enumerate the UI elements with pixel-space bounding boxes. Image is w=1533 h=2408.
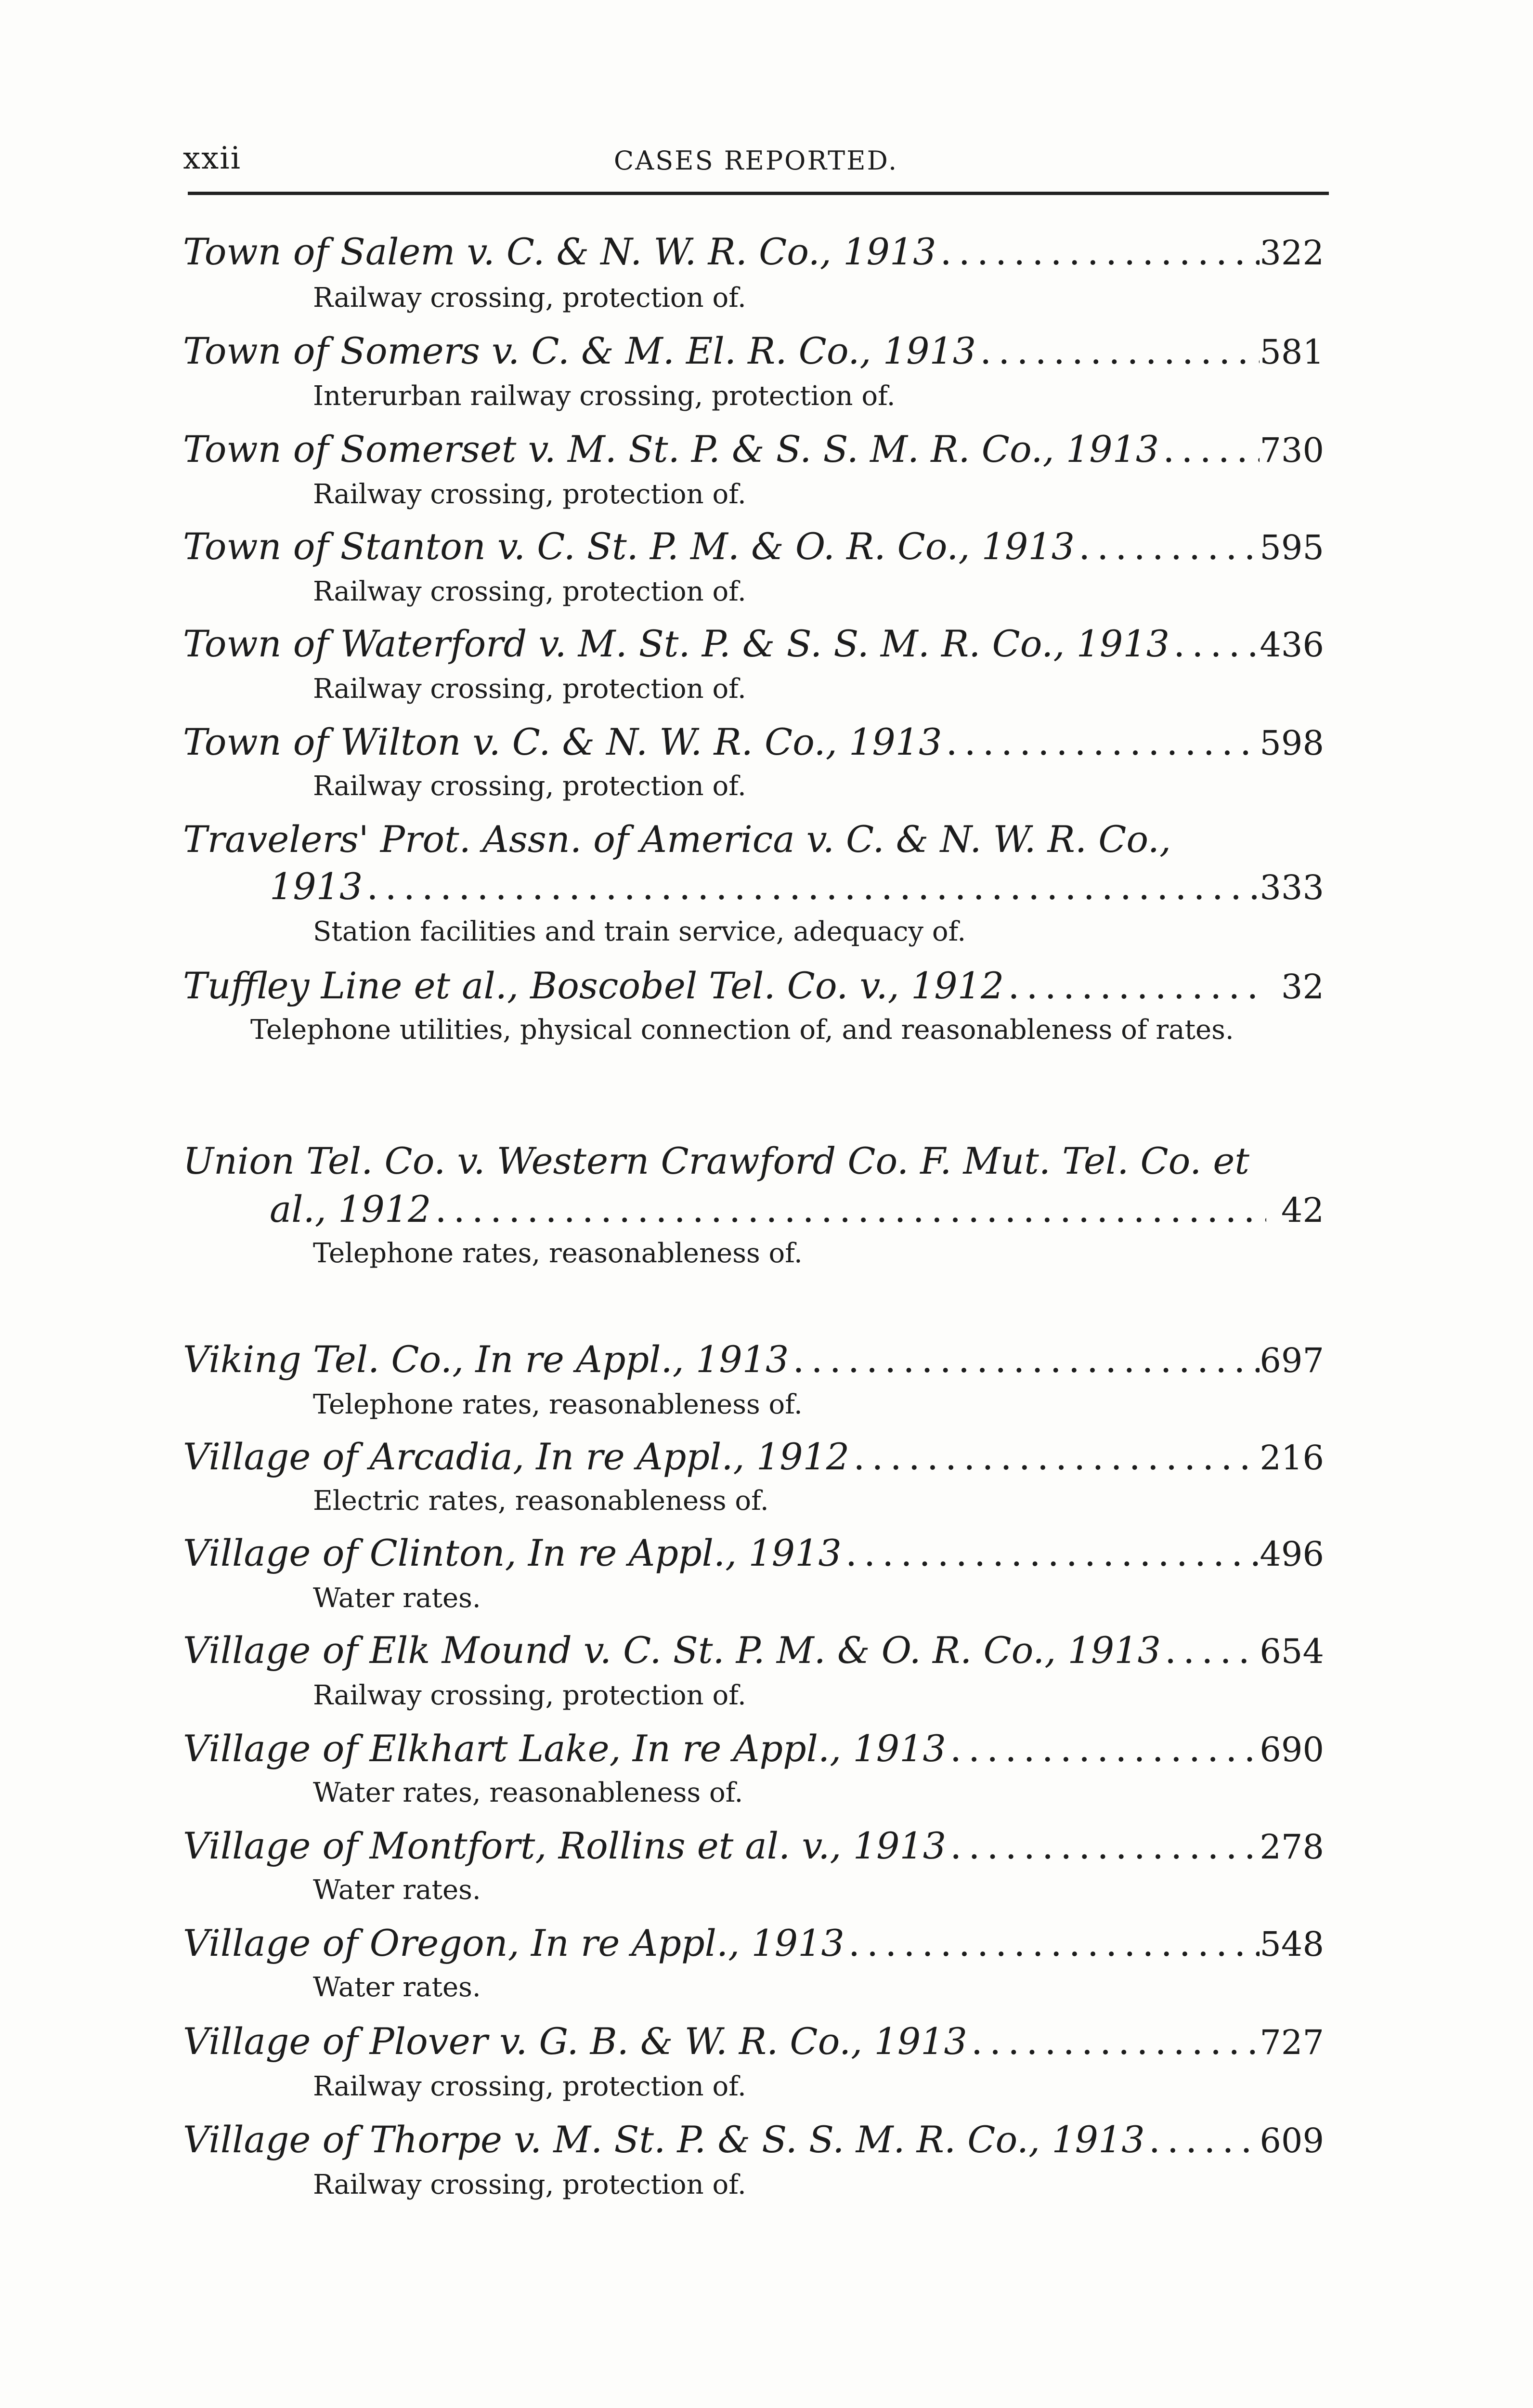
case-subject: Telephone rates, reasonableness of. <box>313 1389 803 1420</box>
case-page-number: 598 <box>1260 723 1324 763</box>
dot-leader <box>1161 1629 1260 1672</box>
case-page-number: 548 <box>1260 1924 1324 1964</box>
case-title-line <box>183 818 1324 866</box>
case-subject: Water rates. <box>313 1874 481 1906</box>
case-title: Tuffley Line et al., Boscobel Tel. Co. v., 1912 <box>183 964 1004 1007</box>
case-page-number: 42 <box>1281 1191 1324 1230</box>
case-page-number: 697 <box>1260 1341 1324 1380</box>
case-title-line <box>183 720 1324 769</box>
case-subject: Water rates. <box>313 1972 481 2003</box>
dot-leader <box>789 1338 1260 1381</box>
dot-leader <box>946 1824 1260 1867</box>
case-subject: Water rates. <box>313 1583 481 1614</box>
dot-leader <box>1145 2118 1260 2161</box>
case-subject: Station facilities and train service, adequacy of. <box>313 916 966 947</box>
case-subject: Electric rates, reasonableness of. <box>313 1485 769 1517</box>
case-page-number: 727 <box>1260 2023 1324 2062</box>
case-title: Village of Oregon, In re Appl., 1913 <box>183 1922 844 1964</box>
dot-leader <box>842 1531 1260 1574</box>
case-subject: Railway crossing, protection of. <box>313 2071 746 2102</box>
case-subject: Interurban railway crossing, protection of. <box>313 380 896 412</box>
case-title-line <box>183 1824 1324 1872</box>
case-page-number: 216 <box>1260 1438 1324 1478</box>
case-title-continuation-line <box>270 1188 1324 1236</box>
case-title: Village of Clinton, In re Appl., 1913 <box>183 1531 842 1574</box>
case-title-continuation: al., 1912 <box>270 1188 431 1230</box>
dot-leader <box>967 2020 1260 2063</box>
case-title: Town of Wilton v. C. & N. W. R. Co., 1913 <box>183 720 942 763</box>
dot-leader <box>946 1727 1260 1770</box>
case-subject: Railway crossing, protection of. <box>313 282 746 314</box>
case-title-line <box>183 622 1324 670</box>
dot-leader <box>1004 964 1266 1007</box>
dot-leader <box>942 720 1260 763</box>
case-page-number: 333 <box>1260 868 1324 907</box>
case-subject: Railway crossing, protection of. <box>313 2169 746 2200</box>
case-title-line <box>183 329 1324 378</box>
case-title-line <box>183 2118 1324 2166</box>
case-title-line <box>183 1629 1324 1677</box>
case-subject: Water rates, reasonableness of. <box>313 1777 743 1808</box>
case-page-number: 496 <box>1260 1534 1324 1574</box>
case-title: Town of Salem v. C. & N. W. R. Co., 1913 <box>183 230 936 273</box>
case-title: Village of Montfort, Rollins et al. v., 1913 <box>183 1824 947 1867</box>
dot-leader <box>431 1188 1266 1230</box>
case-page-number: 690 <box>1260 1730 1324 1769</box>
case-title: Town of Stanton v. C. St. P. M. & O. R. Co., 1913 <box>183 525 1075 568</box>
page-folio: xxii <box>183 141 242 176</box>
case-page-number: 654 <box>1260 1632 1324 1671</box>
case-title-line <box>183 1435 1324 1483</box>
case-page-number: 730 <box>1260 431 1324 470</box>
case-title: Town of Somerset v. M. St. P. & S. S. M. R. Co., 1913 <box>183 428 1159 471</box>
case-subject: Railway crossing, protection of. <box>313 479 746 510</box>
case-page-number: 32 <box>1281 967 1324 1007</box>
case-title-continuation-line <box>270 865 1324 913</box>
case-title-line <box>183 1338 1324 1386</box>
case-title-line <box>183 1727 1324 1775</box>
case-title-line <box>183 428 1324 476</box>
case-title: Union Tel. Co. v. Western Crawford Co. F. Mut. Tel. Co. et <box>183 1139 1249 1182</box>
case-title-continuation: 1913 <box>270 865 363 908</box>
case-title: Village of Elk Mound v. C. St. P. M. & O. R. Co., 1913 <box>183 1629 1161 1672</box>
case-subject: Railway crossing, protection of. <box>313 1680 746 1711</box>
case-subject: Telephone rates, reasonableness of. <box>313 1238 803 1269</box>
case-title-line <box>183 1922 1324 1970</box>
case-title-line <box>183 1139 1324 1188</box>
case-title: Village of Thorpe v. M. St. P. & S. S. M. R. Co., 1913 <box>183 2118 1145 2161</box>
case-page-number: 595 <box>1260 528 1324 567</box>
case-title: Town of Waterford v. M. St. P. & S. S. M. R. Co., 1913 <box>183 622 1170 665</box>
dot-leader <box>363 865 1260 908</box>
case-title-line <box>183 525 1324 573</box>
case-page-number: 581 <box>1260 332 1324 372</box>
case-title-line <box>183 2020 1324 2068</box>
dot-leader <box>1169 622 1260 665</box>
case-subject: Telephone utilities, physical connection of, and reasonableness of rates. <box>250 1014 1234 1046</box>
case-title-line <box>183 1531 1324 1580</box>
case-subject: Railway crossing, protection of. <box>313 771 746 802</box>
case-title: Town of Somers v. C. & M. El. R. Co., 1913 <box>183 329 976 372</box>
case-title: Travelers' Prot. Assn. of America v. C. & N. W. R. Co., <box>183 818 1171 861</box>
case-title: Viking Tel. Co., In re Appl., 1913 <box>183 1338 789 1381</box>
dot-leader <box>849 1435 1260 1478</box>
case-page-number: 436 <box>1260 625 1324 665</box>
case-page-number: 322 <box>1260 233 1324 273</box>
case-title-line <box>183 964 1324 1012</box>
case-subject: Railway crossing, protection of. <box>313 673 746 705</box>
case-title: Village of Plover v. G. B. & W. R. Co., 1913 <box>183 2020 967 2063</box>
running-title: CASES REPORTED. <box>613 145 898 176</box>
case-title: Village of Elkhart Lake, In re Appl., 1913 <box>183 1727 946 1770</box>
dot-leader <box>936 230 1260 273</box>
dot-leader <box>1075 525 1260 568</box>
case-title: Village of Arcadia, In re Appl., 1912 <box>183 1435 850 1478</box>
dot-leader <box>976 329 1260 372</box>
dot-leader <box>844 1922 1260 1964</box>
dot-leader <box>1159 428 1260 471</box>
case-page-number: 278 <box>1260 1827 1324 1867</box>
case-page-number: 609 <box>1260 2121 1324 2160</box>
case-subject: Railway crossing, protection of. <box>313 576 746 607</box>
case-title-line <box>183 230 1324 278</box>
